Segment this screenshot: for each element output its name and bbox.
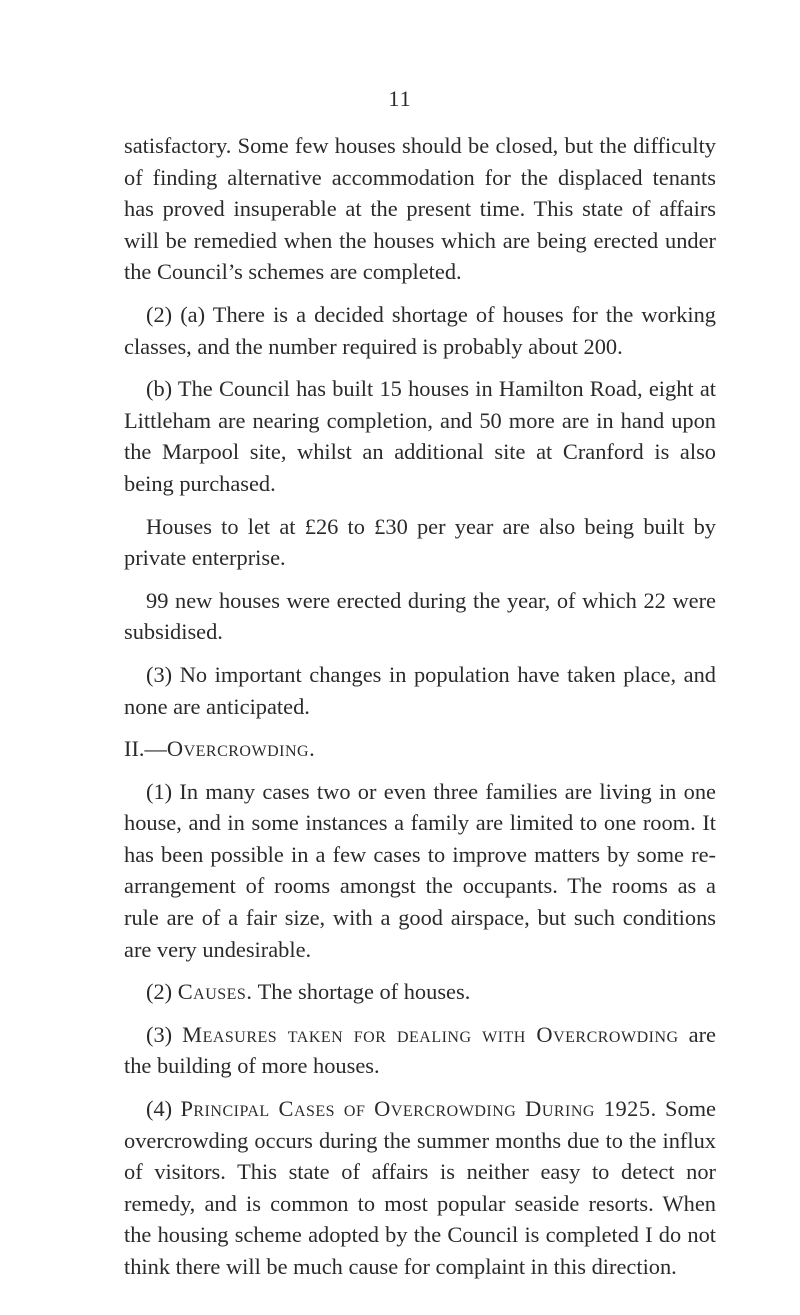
item-text: are the building of more houses.: [124, 1021, 716, 1079]
page-number: 11: [388, 86, 412, 111]
paragraph-council-houses: (b) The Council has built 15 houses in Hamilton Road, eight at Littleham are nearing completion, and 50 more are in hand upon the Marpool site, whilst an additional site at Cranford is also being purchased.: [124, 376, 716, 496]
paragraph-principal-cases: [124, 1093, 716, 1283]
section-heading-overcrowding: [124, 733, 716, 765]
item-number: (4): [146, 1096, 181, 1122]
paragraph-new-houses: 99 new houses were erected during the year, of which 22 were subsidised.: [124, 587, 716, 645]
item-number: (2): [146, 979, 178, 1005]
item-number: (3): [146, 1021, 183, 1047]
paragraph-families-per-house: (1) In many cases two or even three families are living in one house, and in some instances a family are limited to one room. It has been possible in a few cases to improve matters by some re-arrangement of rooms amongst the occupants. The rooms as a rule are of a fair size, with a good airspace, but such conditions are very undesirable.: [124, 778, 716, 962]
paragraph-population: (3) No important changes in population have taken place, and none are anticipated.: [124, 661, 716, 719]
item-heading: Causes.: [177, 979, 253, 1005]
paragraph-private-enterprise: Houses to let at £26 to £30 per year are also being built by private enterprise.: [124, 513, 716, 571]
paragraph-closure-of-houses: satisfactory. Some few houses should be closed, but the difficulty of finding alternative accommodation for the displaced tenants has proved insuperable at the present time. This state of affairs will be remedied when the houses which are being erected under the Council’s schemes are completed.: [124, 133, 716, 285]
section-title: Overcrowding.: [166, 736, 316, 762]
paragraph-measures: [124, 1019, 716, 1082]
item-heading: Measures taken for dealing with Overcrowding: [182, 1021, 679, 1047]
section-number: II.—: [124, 736, 167, 762]
item-text: The shortage of houses.: [252, 979, 471, 1005]
body-text: [124, 130, 716, 1294]
paragraph-housing-shortage: (2) (a) There is a decided shortage of houses for the working classes, and the number required is probably about 200.: [124, 301, 716, 359]
item-heading: Principal Cases of Overcrowding During 1925.: [180, 1096, 657, 1122]
paragraph-causes: [124, 976, 716, 1008]
item-text: Some overcrowding occurs during the summer months due to the influx of visitors. This state of affairs is neither easy to detect nor remedy, and is common to most popular seaside resorts. When the housing scheme adopted by the Council is completed I do not think there will be much cause for complaint in this direction.: [124, 1096, 716, 1279]
